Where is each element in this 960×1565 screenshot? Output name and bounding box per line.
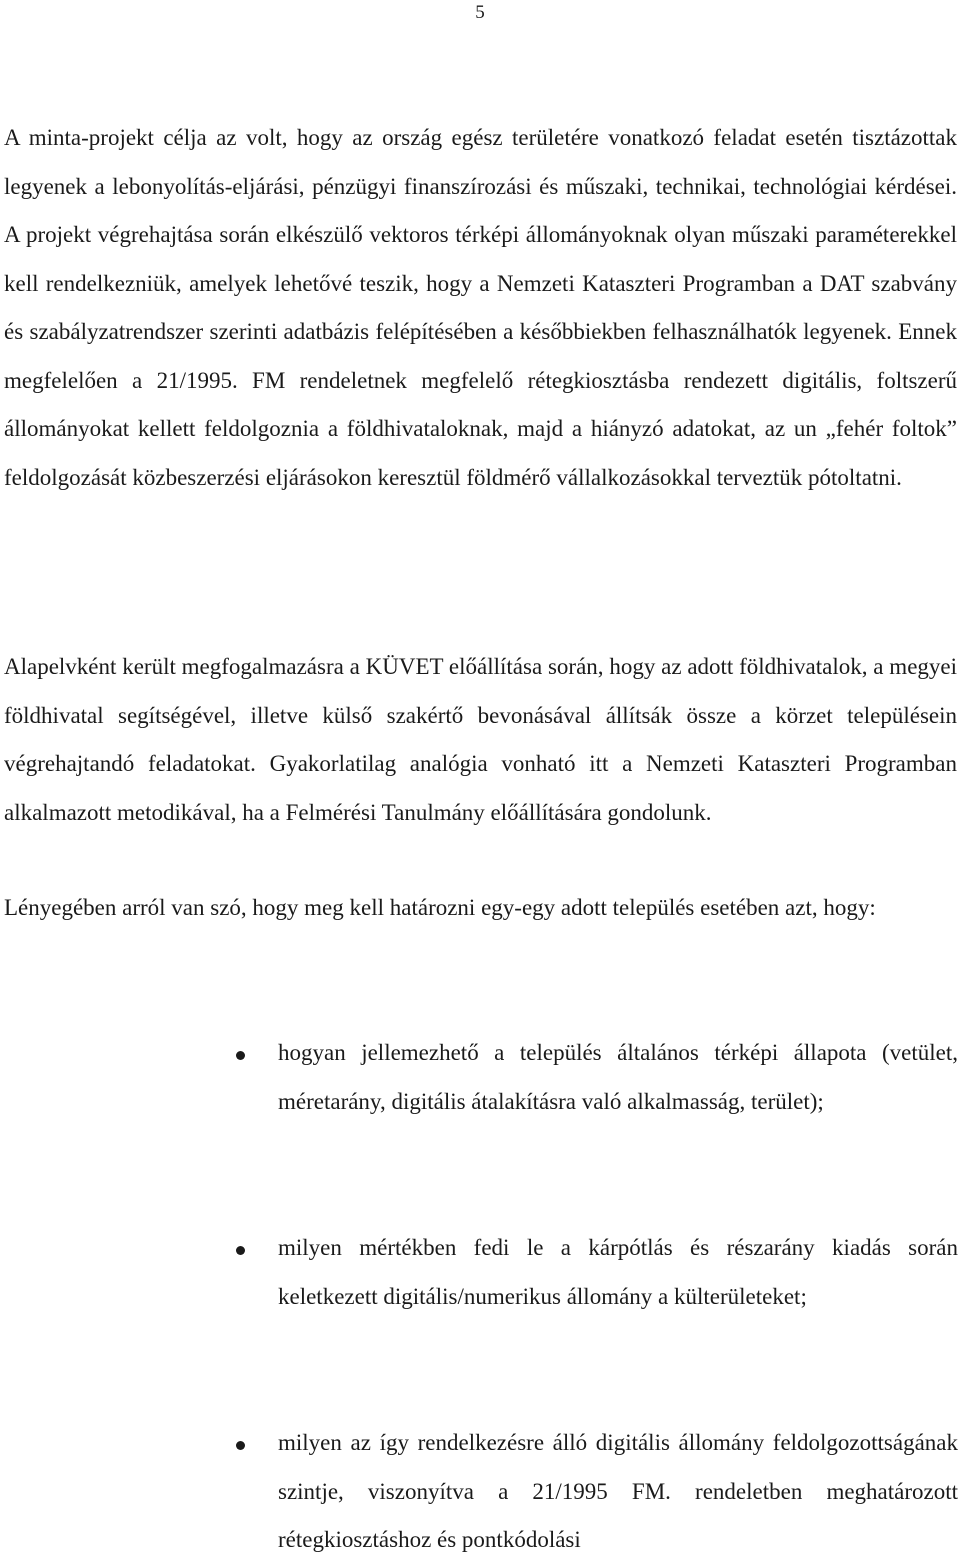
list-item: milyen az így rendelkezésre álló digitális állomány feldolgozottságának szintje, viszonyítva a 21/1995 FM. rendeletben meghatározott rétegkiosztáshoz és pontkódolási xyxy=(278,1430,958,1552)
paragraph-project-goal: A minta-projekt célja az volt, hogy az ország egész területére vonatkozó feladat esetén tisztázottak legyenek a lebonyolítás-eljárási, pénzügyi finanszírozási és műszaki, technikai, technológiai kérdései. A projekt végrehajtása során elkészülő vektoros térképi állományoknak olyan műszaki paraméterekkel kell rendelkezniük, amelyek lehetővé teszik, hogy a Nemzeti Kataszteri Programban a DAT szabvány és szabályzatrendszer szerinti adatbázis felépítésében a későbbiekben felhasználhatók legyenek. Ennek megfelelően a 21/1995. FM rendeletnek megfelelő rétegkiosztásba rendezett digitális, foltszerű állományokat kellett feldolgoznia a földhivataloknak, majd a hiányzó adatokat, az un „fehér foltok” feldolgozását közbeszerzési eljárásokon keresztül földmérő vállalkozásokkal terveztük pótoltatni. xyxy=(4,125,957,490)
list-item: hogyan jellemezhető a település általános térképi állapota (vetület, méretarány, digitális átalakításra való alkalmasság, terület); xyxy=(278,1040,958,1114)
paragraph-principle: Alapelvként került megfogalmazásra a KÜVET előállítása során, hogy az adott földhivatalok, a megyei földhivatal segítségével, illetve külső szakértő bevonásával állítsák össze a körzet településein végrehajtandó feladatokat. Gyakorlatilag analógia vonható itt a Nemzeti Kataszteri Programban alkalmazott metodikával, ha a Felmérési Tanulmány előállítására gondolunk. xyxy=(4,654,957,825)
list-item: milyen mértékben fedi le a kárpótlás és részarány kiadás során keletkezett digitális/numerikus állomány a külterületeket; xyxy=(278,1235,958,1309)
bullet-dot-icon xyxy=(236,1246,245,1255)
page-number: 5 xyxy=(475,2,485,23)
bullet-dot-icon xyxy=(236,1051,245,1060)
paragraph-essence: Lényegében arról van szó, hogy meg kell határozni egy-egy adott település esetében azt, hogy: xyxy=(4,895,876,920)
bullet-dot-icon xyxy=(236,1441,245,1450)
